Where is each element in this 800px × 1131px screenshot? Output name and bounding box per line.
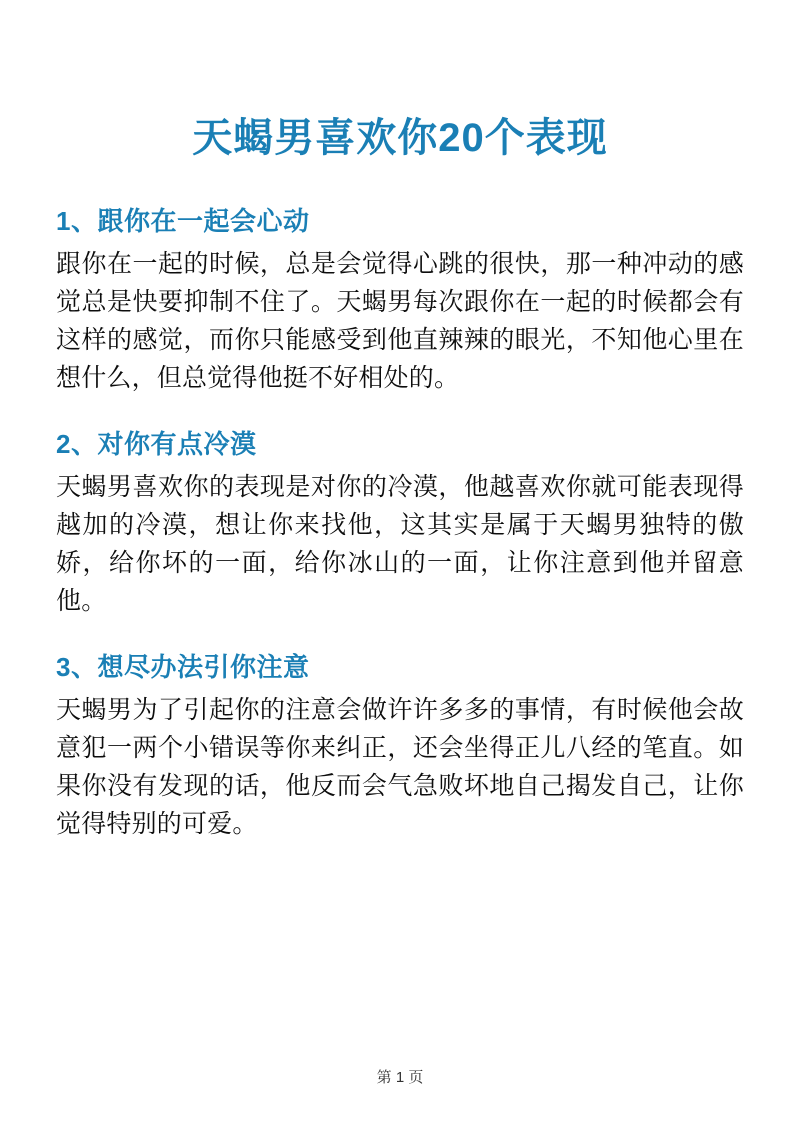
section-item bbox=[56, 427, 744, 620]
section-heading: 3、想尽办法引你注意 bbox=[56, 652, 310, 683]
page-number-footer: 第 1 页 bbox=[376, 1069, 424, 1086]
section-body: 跟你在一起的时候，总是会觉得心跳的很快，那一种冲动的感觉总是快要抑制不住了。天蝎男每次跟你在一起的时候都会有这样的感觉，而你只能感受到他直辣辣的眼光，不知他心里在想什么，但总觉得他挺不好相处的。 bbox=[56, 250, 744, 393]
section-body: 天蝎男喜欢你的表现是对你的冷漠，他越喜欢你就可能表现得越加的冷漠，想让你来找他，这其实是属于天蝎男独特的傲娇，给你坏的一面，给你冰山的一面，让你注意到他并留意他。 bbox=[56, 473, 744, 616]
page-title: 天蝎男喜欢你20个表现 bbox=[192, 116, 608, 160]
section-heading: 1、跟你在一起会心动 bbox=[56, 206, 310, 236]
section-item bbox=[56, 204, 744, 397]
section-list bbox=[56, 204, 744, 843]
section-body: 天蝎男为了引起你的注意会做许许多多的事情，有时候他会故意犯一两个小错误等你来纠正，还会坐得正儿八经的笔直。如果你没有发现的话，他反而会气急败坏地自己揭发自己，让你觉得特别的可爱。 bbox=[56, 696, 744, 839]
section-heading: 2、对你有点冷漠 bbox=[56, 429, 257, 460]
section-item bbox=[56, 650, 744, 843]
